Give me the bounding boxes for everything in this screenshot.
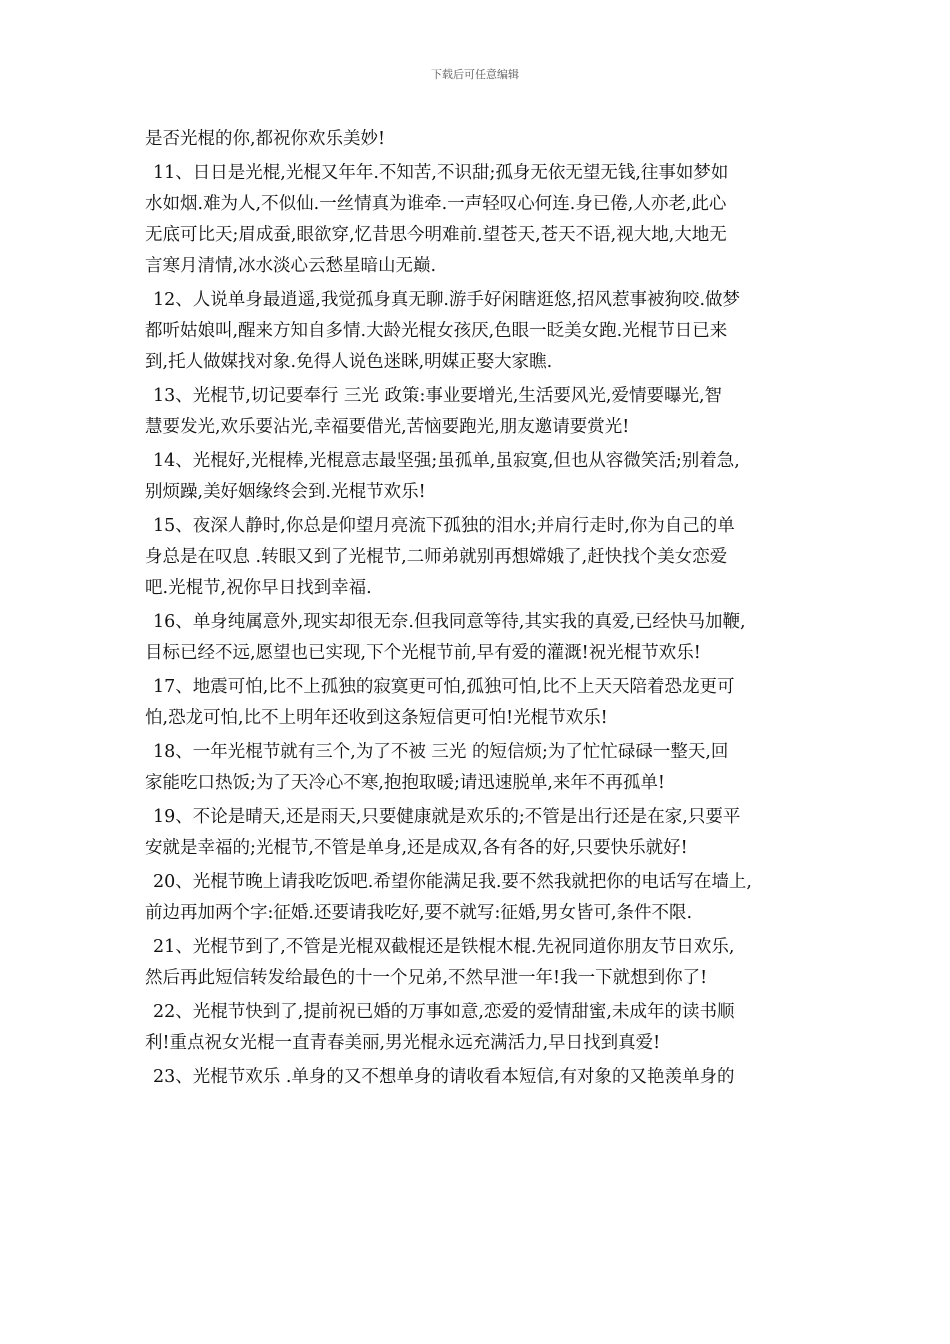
text-line: 言寒月清情,冰水淡心云愁星暗山无巅. xyxy=(145,256,437,276)
page-header-note: 下载后可任意编辑 xyxy=(431,68,519,81)
paragraph-16-line: 16、单身纯属意外,现实却很无奈.但我同意等待,其实我的真爱,已经快马加鞭, xyxy=(153,612,746,632)
paragraph-20-line: 20、光棍节晚上请我吃饭吧.希望你能满足我.要不然我就把你的电话写在墙上, xyxy=(153,872,752,892)
text-line: 都听姑娘叫,醒来方知自多情.大龄光棍女孩厌,色眼一眨美女跑.光棍节日已来 xyxy=(145,321,728,341)
paragraph-15-line: 15、夜深人静时,你总是仰望月亮流下孤独的泪水;并肩行走时,你为自己的单 xyxy=(153,516,735,536)
text-line: 水如烟.难为人,不似仙.一丝情真为谁牵.一声轻叹心何连.身已倦,人亦老,此心 xyxy=(145,194,727,214)
text-line: 是否光棍的你,都祝你欢乐美妙! xyxy=(145,129,386,149)
paragraph-22-line: 22、光棍节快到了,提前祝已婚的万事如意,恋爱的爱情甜蜜,未成年的读书顺 xyxy=(153,1002,735,1022)
paragraph-14-line: 14、光棍好,光棍棒,光棍意志最坚强;虽孤单,虽寂寞,但也从容微笑活;别着急, xyxy=(153,451,740,471)
text-line: 怕,恐龙可怕,比不上明年还收到这条短信更可怕!光棍节欢乐! xyxy=(145,708,608,728)
document-body xyxy=(145,124,820,1093)
paragraph-18-line: 18、一年光棍节就有三个,为了不被 三光 的短信烦;为了忙忙碌碌一整天,回 xyxy=(153,742,729,762)
text-line: 吧.光棍节,祝你早日找到幸福. xyxy=(145,578,372,598)
paragraph-11-line: 11、日日是光棍,光棍又年年.不知苦,不识甜;孤身无依无望无钱,往事如梦如 xyxy=(153,163,729,183)
text-line: 然后再此短信转发给最色的十一个兄弟,不然早泄一年!我一下就想到你了! xyxy=(145,968,708,988)
paragraph-17-line: 17、地震可怕,比不上孤独的寂寞更可怕,孤独可怕,比不上天天陪着恐龙更可 xyxy=(153,677,735,697)
text-line: 利!重点祝女光棍一直青春美丽,男光棍永远充满活力,早日找到真爱! xyxy=(145,1033,661,1053)
text-line: 前边再加两个字:征婚.还要请我吃好,要不就写:征婚,男女皆可,条件不限. xyxy=(145,903,693,923)
text-line: 目标已经不远,愿望也已实现,下个光棍节前,早有爱的灌溉!祝光棍节欢乐! xyxy=(145,643,701,663)
text-line: 慧要发光,欢乐要沾光,幸福要借光,苦恼要跑光,朋友邀请要赏光! xyxy=(145,417,630,437)
paragraph-19-line: 19、不论是晴天,还是雨天,只要健康就是欢乐的;不管是出行还是在家,只要平 xyxy=(153,807,741,827)
paragraph-13-line: 13、光棍节,切记要奉行 三光 政策:事业要增光,生活要风光,爱情要曝光,智 xyxy=(153,386,723,406)
paragraph-23-line: 23、光棍节欢乐 .单身的又不想单身的请收看本短信,有对象的又艳羡单身的 xyxy=(153,1067,735,1087)
text-line: 到,托人做媒找对象.免得人说色迷眯,明媒正娶大家瞧. xyxy=(145,352,553,372)
text-line: 无底可比天;眉成蚕,眼欲穿,忆昔思今明难前.望苍天,苍天不语,视大地,大地无 xyxy=(145,225,727,245)
text-line: 身总是在叹息 .转眼又到了光棍节,二师弟就别再想嫦娥了,赶快找个美女恋爱 xyxy=(145,547,728,567)
paragraph-21-line: 21、光棍节到了,不管是光棍双截棍还是铁棍木棍.先祝同道你朋友节日欢乐, xyxy=(153,937,735,957)
paragraph-12-line: 12、人说单身最逍遥,我觉孤身真无聊.游手好闲瞎逛悠,招风惹事被狗咬.做梦 xyxy=(153,290,741,310)
text-line: 安就是幸福的;光棍节,不管是单身,还是成双,各有各的好,只要快乐就好! xyxy=(145,838,688,858)
text-line: 家能吃口热饭;为了天冷心不寒,抱抱取暖;请迅速脱单,来年不再孤单! xyxy=(145,773,665,793)
text-line: 别烦躁,美好姻缘终会到.光棍节欢乐! xyxy=(145,482,426,502)
